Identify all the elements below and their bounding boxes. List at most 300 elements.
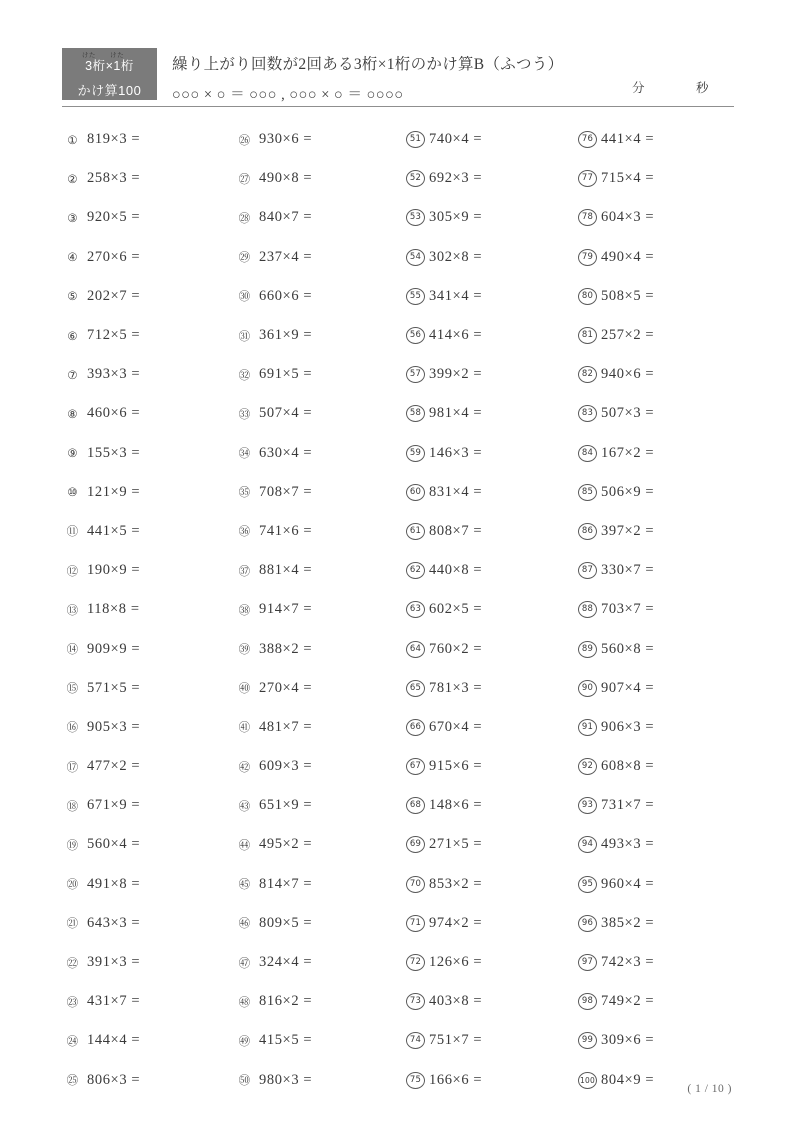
problem-number: ⑲ bbox=[66, 837, 79, 852]
problem-item bbox=[406, 943, 576, 982]
problem-expression: 441×4 = bbox=[601, 131, 655, 148]
problem-item bbox=[62, 551, 232, 590]
problem-item bbox=[406, 865, 576, 904]
problem-expression: 643×3 = bbox=[87, 914, 141, 931]
problem-expression: 715×4 = bbox=[601, 170, 655, 187]
problem-item bbox=[578, 355, 748, 394]
problem-expression: 481×7 = bbox=[259, 718, 313, 735]
problem-number: 75 bbox=[406, 1072, 425, 1089]
problem-expression: 571×5 = bbox=[87, 679, 141, 696]
problem-number: ㉑ bbox=[66, 916, 79, 931]
problem-item bbox=[62, 825, 232, 864]
problem-item bbox=[234, 786, 404, 825]
problem-item bbox=[406, 551, 576, 590]
problem-number: ㉜ bbox=[238, 367, 251, 382]
problem-item bbox=[62, 590, 232, 629]
problem-number: 79 bbox=[578, 249, 597, 266]
problem-expression: 121×9 = bbox=[87, 483, 141, 500]
problem-number: ㊶ bbox=[238, 720, 251, 735]
page-number: ( 1 / 10 ) bbox=[687, 1083, 732, 1095]
problem-item bbox=[62, 355, 232, 394]
problem-expression: 660×6 = bbox=[259, 287, 313, 304]
problem-item bbox=[234, 904, 404, 943]
problem-number: ㉙ bbox=[238, 250, 251, 265]
problem-expression: 415×5 = bbox=[259, 1032, 313, 1049]
problem-expression: 493×3 = bbox=[601, 836, 655, 853]
problem-item bbox=[62, 473, 232, 512]
problem-item bbox=[578, 1021, 748, 1060]
problem-number: ㊵ bbox=[238, 681, 251, 696]
problem-expression: 508×5 = bbox=[601, 287, 655, 304]
problem-expression: 237×4 = bbox=[259, 248, 313, 265]
problem-expression: 703×7 = bbox=[601, 601, 655, 618]
problem-item bbox=[62, 1061, 232, 1100]
badge-mid: 桁× bbox=[92, 59, 114, 73]
problem-expression: 731×7 = bbox=[601, 797, 655, 814]
problem-item bbox=[578, 512, 748, 551]
problem-item bbox=[406, 394, 576, 433]
problem-number: ⑥ bbox=[67, 328, 78, 343]
problem-expression: 271×5 = bbox=[429, 836, 483, 853]
problem-number: ㊴ bbox=[238, 642, 251, 657]
problem-number: ㉖ bbox=[238, 132, 251, 147]
problem-expression: 840×7 = bbox=[259, 209, 313, 226]
problem-expression: 930×6 = bbox=[259, 131, 313, 148]
problem-item bbox=[406, 238, 576, 277]
problem-number: ㊸ bbox=[238, 798, 251, 813]
badge-digits-right: 1 bbox=[113, 59, 121, 73]
badge-end: 桁 bbox=[120, 59, 134, 73]
problem-item bbox=[62, 198, 232, 237]
problem-expression: 202×7 = bbox=[87, 287, 141, 304]
problem-item bbox=[234, 1061, 404, 1100]
problem-number: 100 bbox=[578, 1072, 597, 1089]
problem-expression: 477×2 = bbox=[87, 758, 141, 775]
problem-expression: 441×5 = bbox=[87, 522, 141, 539]
problem-expression: 712×5 = bbox=[87, 327, 141, 344]
problem-expression: 490×8 = bbox=[259, 170, 313, 187]
problem-item bbox=[234, 394, 404, 433]
problem-number: ⑱ bbox=[66, 798, 79, 813]
problem-item bbox=[406, 198, 576, 237]
problem-number: ④ bbox=[67, 250, 78, 265]
problem-number: ㉚ bbox=[238, 289, 251, 304]
problem-expression: 506×9 = bbox=[601, 483, 655, 500]
problem-number: 95 bbox=[578, 876, 597, 893]
badge-digits-left: 3 bbox=[85, 59, 93, 73]
problem-item bbox=[62, 277, 232, 316]
problem-number: 98 bbox=[578, 993, 597, 1010]
problem-number: ⑮ bbox=[66, 681, 79, 696]
problem-number: 57 bbox=[406, 366, 425, 383]
problem-number: ⑩ bbox=[67, 485, 78, 500]
problem-item bbox=[406, 1021, 576, 1060]
problem-number: ㊲ bbox=[238, 563, 251, 578]
problem-expression: 781×3 = bbox=[429, 679, 483, 696]
problem-expression: 940×6 = bbox=[601, 366, 655, 383]
problem-item bbox=[578, 198, 748, 237]
problem-expression: 881×4 = bbox=[259, 562, 313, 579]
problem-item bbox=[406, 747, 576, 786]
problem-expression: 440×8 = bbox=[429, 562, 483, 579]
problem-item bbox=[406, 159, 576, 198]
problem-item bbox=[234, 825, 404, 864]
problem-expression: 302×8 = bbox=[429, 248, 483, 265]
problem-expression: 166×6 = bbox=[429, 1071, 483, 1088]
problem-number: 84 bbox=[578, 445, 597, 462]
problem-item bbox=[234, 590, 404, 629]
problem-item bbox=[234, 120, 404, 159]
problem-number: ⑦ bbox=[67, 367, 78, 382]
problem-item bbox=[406, 434, 576, 473]
problem-expression: 560×8 = bbox=[601, 640, 655, 657]
problem-item bbox=[62, 238, 232, 277]
problem-item bbox=[62, 394, 232, 433]
problem-expression: 507×3 = bbox=[601, 405, 655, 422]
problem-item bbox=[406, 355, 576, 394]
problem-expression: 804×9 = bbox=[601, 1071, 655, 1088]
problem-number: ② bbox=[67, 171, 78, 186]
problem-item bbox=[62, 786, 232, 825]
problem-number: ① bbox=[67, 132, 78, 147]
problem-number: ⑬ bbox=[66, 602, 79, 617]
problem-expression: 126×6 = bbox=[429, 954, 483, 971]
problem-item bbox=[406, 1061, 576, 1100]
minutes-label: 分 bbox=[632, 81, 645, 95]
problem-number: ⑪ bbox=[66, 524, 79, 539]
problem-number: ㉓ bbox=[66, 994, 79, 1009]
problem-item bbox=[578, 238, 748, 277]
problem-item bbox=[234, 708, 404, 747]
worksheet-header bbox=[62, 48, 734, 103]
problem-number: 67 bbox=[406, 758, 425, 775]
problem-item bbox=[62, 865, 232, 904]
problem-number: ㊷ bbox=[238, 759, 251, 774]
category-badge bbox=[62, 48, 157, 100]
problem-item bbox=[578, 747, 748, 786]
badge-line-2: かけ算100 bbox=[77, 83, 142, 98]
problem-column-2 bbox=[234, 120, 404, 1100]
problem-expression: 604×3 = bbox=[601, 209, 655, 226]
problem-expression: 270×6 = bbox=[87, 248, 141, 265]
problem-item bbox=[578, 865, 748, 904]
problem-number: 87 bbox=[578, 562, 597, 579]
problem-column-4 bbox=[578, 120, 748, 1100]
problem-expression: 491×8 = bbox=[87, 875, 141, 892]
problem-expression: 691×5 = bbox=[259, 366, 313, 383]
problem-item bbox=[234, 512, 404, 551]
problem-number: 72 bbox=[406, 954, 425, 971]
problem-number: ㉗ bbox=[238, 171, 251, 186]
problem-expression: 309×6 = bbox=[601, 1032, 655, 1049]
problem-item bbox=[234, 434, 404, 473]
problem-expression: 258×3 = bbox=[87, 170, 141, 187]
problem-number: 69 bbox=[406, 836, 425, 853]
problem-item bbox=[578, 669, 748, 708]
problem-number: 52 bbox=[406, 170, 425, 187]
problem-item bbox=[62, 120, 232, 159]
problem-item bbox=[578, 708, 748, 747]
problem-number: 78 bbox=[578, 209, 597, 226]
problem-expression: 155×3 = bbox=[87, 444, 141, 461]
problem-number: 61 bbox=[406, 523, 425, 540]
formula-pattern: ○○○ × ○ ＝ ○○○ , ○○○ × ○ ＝ ○○○○ bbox=[172, 87, 404, 103]
problem-expression: 853×2 = bbox=[429, 875, 483, 892]
problem-number: 66 bbox=[406, 719, 425, 736]
problem-number: 58 bbox=[406, 405, 425, 422]
problem-item bbox=[406, 825, 576, 864]
problem-item bbox=[406, 786, 576, 825]
problem-item bbox=[62, 904, 232, 943]
problem-expression: 741×6 = bbox=[259, 522, 313, 539]
problem-expression: 391×3 = bbox=[87, 954, 141, 971]
problem-expression: 819×3 = bbox=[87, 131, 141, 148]
problem-number: ⑫ bbox=[66, 563, 79, 578]
problem-number: ㊼ bbox=[238, 955, 251, 970]
problem-item bbox=[234, 1021, 404, 1060]
problem-item bbox=[62, 943, 232, 982]
problem-expression: 431×7 = bbox=[87, 993, 141, 1010]
problem-item bbox=[62, 747, 232, 786]
problem-item bbox=[62, 512, 232, 551]
problem-number: 93 bbox=[578, 797, 597, 814]
problem-item bbox=[234, 865, 404, 904]
problem-number: ㉝ bbox=[238, 406, 251, 421]
problem-number: 51 bbox=[406, 131, 425, 148]
problem-expression: 560×4 = bbox=[87, 836, 141, 853]
problem-item bbox=[578, 943, 748, 982]
problem-expression: 974×2 = bbox=[429, 914, 483, 931]
problem-expression: 341×4 = bbox=[429, 287, 483, 304]
problem-item bbox=[234, 629, 404, 668]
problem-expression: 305×9 = bbox=[429, 209, 483, 226]
problem-expression: 167×2 = bbox=[601, 444, 655, 461]
problem-number: 53 bbox=[406, 209, 425, 226]
problem-number: 63 bbox=[406, 601, 425, 618]
problem-number: ㉟ bbox=[238, 485, 251, 500]
problem-item bbox=[234, 277, 404, 316]
problem-expression: 692×3 = bbox=[429, 170, 483, 187]
problem-number: ㉕ bbox=[66, 1073, 79, 1088]
problem-item bbox=[406, 590, 576, 629]
problem-expression: 257×2 = bbox=[601, 327, 655, 344]
problem-number: ㊽ bbox=[238, 994, 251, 1009]
problem-expression: 602×5 = bbox=[429, 601, 483, 618]
problem-number: 77 bbox=[578, 170, 597, 187]
problem-number: 56 bbox=[406, 327, 425, 344]
problem-item bbox=[234, 198, 404, 237]
problem-number: 70 bbox=[406, 876, 425, 893]
problem-expression: 414×6 = bbox=[429, 327, 483, 344]
problem-item bbox=[578, 982, 748, 1021]
problem-expression: 806×3 = bbox=[87, 1071, 141, 1088]
problem-number: 80 bbox=[578, 288, 597, 305]
problem-expression: 507×4 = bbox=[259, 405, 313, 422]
problem-number: 62 bbox=[406, 562, 425, 579]
problem-number: 65 bbox=[406, 680, 425, 697]
problem-number: ㉘ bbox=[238, 210, 251, 225]
problem-number: ㊿ bbox=[238, 1073, 251, 1088]
problem-expression: 760×2 = bbox=[429, 640, 483, 657]
problem-expression: 146×3 = bbox=[429, 444, 483, 461]
problem-expression: 399×2 = bbox=[429, 366, 483, 383]
problem-number: 64 bbox=[406, 641, 425, 658]
problem-item bbox=[406, 120, 576, 159]
problem-item bbox=[234, 669, 404, 708]
problem-expression: 144×4 = bbox=[87, 1032, 141, 1049]
problem-number: 68 bbox=[406, 797, 425, 814]
problem-column-1 bbox=[62, 120, 232, 1100]
problem-expression: 920×5 = bbox=[87, 209, 141, 226]
problem-number: 96 bbox=[578, 915, 597, 932]
problem-number: ㊱ bbox=[238, 524, 251, 539]
problem-expression: 814×7 = bbox=[259, 875, 313, 892]
problem-number: 83 bbox=[578, 405, 597, 422]
problem-number: ㊹ bbox=[238, 837, 251, 852]
problem-number: ㉞ bbox=[238, 446, 251, 461]
problem-item bbox=[62, 629, 232, 668]
problem-item bbox=[234, 355, 404, 394]
problem-item bbox=[234, 159, 404, 198]
problem-number: 76 bbox=[578, 131, 597, 148]
problem-number: ⑨ bbox=[67, 446, 78, 461]
problem-item bbox=[62, 1021, 232, 1060]
problem-number: ㉒ bbox=[66, 955, 79, 970]
problem-expression: 190×9 = bbox=[87, 562, 141, 579]
problem-expression: 490×4 = bbox=[601, 248, 655, 265]
problem-number: ㊻ bbox=[238, 916, 251, 931]
problem-number: 81 bbox=[578, 327, 597, 344]
badge-line-1 bbox=[62, 52, 157, 74]
problem-number: 74 bbox=[406, 1032, 425, 1049]
problem-item bbox=[406, 669, 576, 708]
problem-item bbox=[62, 669, 232, 708]
problem-expression: 403×8 = bbox=[429, 993, 483, 1010]
problem-number: ㉔ bbox=[66, 1033, 79, 1048]
problem-number: 88 bbox=[578, 601, 597, 618]
problem-expression: 981×4 = bbox=[429, 405, 483, 422]
problem-item bbox=[234, 982, 404, 1021]
problem-item bbox=[406, 473, 576, 512]
problem-item bbox=[406, 316, 576, 355]
problem-number: ㊳ bbox=[238, 602, 251, 617]
problem-item bbox=[406, 708, 576, 747]
problem-item bbox=[406, 904, 576, 943]
problem-item bbox=[234, 551, 404, 590]
problem-expression: 330×7 = bbox=[601, 562, 655, 579]
problem-item bbox=[406, 629, 576, 668]
problem-item bbox=[62, 708, 232, 747]
problem-item bbox=[578, 394, 748, 433]
seconds-label: 秒 bbox=[696, 81, 709, 95]
problem-item bbox=[578, 434, 748, 473]
problem-expression: 393×3 = bbox=[87, 366, 141, 383]
problem-expression: 388×2 = bbox=[259, 640, 313, 657]
problem-expression: 324×4 = bbox=[259, 954, 313, 971]
problem-number: 91 bbox=[578, 719, 597, 736]
problem-number: 86 bbox=[578, 523, 597, 540]
problem-expression: 809×5 = bbox=[259, 914, 313, 931]
problem-item bbox=[234, 747, 404, 786]
problem-expression: 630×4 = bbox=[259, 444, 313, 461]
problem-expression: 361×9 = bbox=[259, 327, 313, 344]
badge-ruby-right: けた bbox=[110, 52, 125, 59]
problem-number: 59 bbox=[406, 445, 425, 462]
problem-item bbox=[578, 551, 748, 590]
problem-item bbox=[62, 159, 232, 198]
problem-expression: 651×9 = bbox=[259, 797, 313, 814]
problem-expression: 671×9 = bbox=[87, 797, 141, 814]
problem-expression: 708×7 = bbox=[259, 483, 313, 500]
page-title: 繰り上がり回数が2回ある3桁×1桁のかけ算B（ふつう） bbox=[172, 56, 564, 73]
problem-expression: 905×3 = bbox=[87, 718, 141, 735]
problem-expression: 906×3 = bbox=[601, 718, 655, 735]
problem-number: 82 bbox=[578, 366, 597, 383]
problem-item bbox=[578, 316, 748, 355]
problem-expression: 397×2 = bbox=[601, 522, 655, 539]
problem-number: ㊺ bbox=[238, 877, 251, 892]
problem-expression: 831×4 = bbox=[429, 483, 483, 500]
problem-number: ⑯ bbox=[66, 720, 79, 735]
problem-number: 60 bbox=[406, 484, 425, 501]
problem-item bbox=[406, 982, 576, 1021]
problem-item bbox=[578, 159, 748, 198]
problem-number: 92 bbox=[578, 758, 597, 775]
problem-expression: 670×4 = bbox=[429, 718, 483, 735]
problem-column-3 bbox=[406, 120, 576, 1100]
problem-item bbox=[578, 904, 748, 943]
problem-item bbox=[406, 277, 576, 316]
problem-item bbox=[578, 786, 748, 825]
problem-item bbox=[406, 512, 576, 551]
problem-expression: 740×4 = bbox=[429, 131, 483, 148]
problem-item bbox=[234, 238, 404, 277]
problem-expression: 749×2 = bbox=[601, 993, 655, 1010]
problem-number: 94 bbox=[578, 836, 597, 853]
problem-item bbox=[578, 629, 748, 668]
problem-number: 55 bbox=[406, 288, 425, 305]
problem-expression: 609×3 = bbox=[259, 758, 313, 775]
problem-item bbox=[578, 277, 748, 316]
problem-number: 90 bbox=[578, 680, 597, 697]
problem-item bbox=[234, 473, 404, 512]
problem-expression: 270×4 = bbox=[259, 679, 313, 696]
problem-number: ㊾ bbox=[238, 1033, 251, 1048]
problem-number: ⑰ bbox=[66, 759, 79, 774]
problem-item bbox=[62, 982, 232, 1021]
problem-expression: 980×3 = bbox=[259, 1071, 313, 1088]
problem-number: ⑧ bbox=[67, 406, 78, 421]
problem-number: ⑭ bbox=[66, 642, 79, 657]
problem-number: 54 bbox=[406, 249, 425, 266]
problem-number: 89 bbox=[578, 641, 597, 658]
header-divider bbox=[62, 106, 734, 107]
problem-number: 71 bbox=[406, 915, 425, 932]
problem-expression: 907×4 = bbox=[601, 679, 655, 696]
problem-number: 85 bbox=[578, 484, 597, 501]
problem-expression: 808×7 = bbox=[429, 522, 483, 539]
problem-expression: 742×3 = bbox=[601, 954, 655, 971]
problem-expression: 960×4 = bbox=[601, 875, 655, 892]
problem-number: ③ bbox=[67, 210, 78, 225]
problem-item bbox=[578, 120, 748, 159]
problem-item bbox=[62, 316, 232, 355]
problem-expression: 909×9 = bbox=[87, 640, 141, 657]
badge-ruby-left: けた bbox=[81, 52, 96, 59]
problem-item bbox=[62, 434, 232, 473]
problem-expression: 914×7 = bbox=[259, 601, 313, 618]
problem-number: 99 bbox=[578, 1032, 597, 1049]
